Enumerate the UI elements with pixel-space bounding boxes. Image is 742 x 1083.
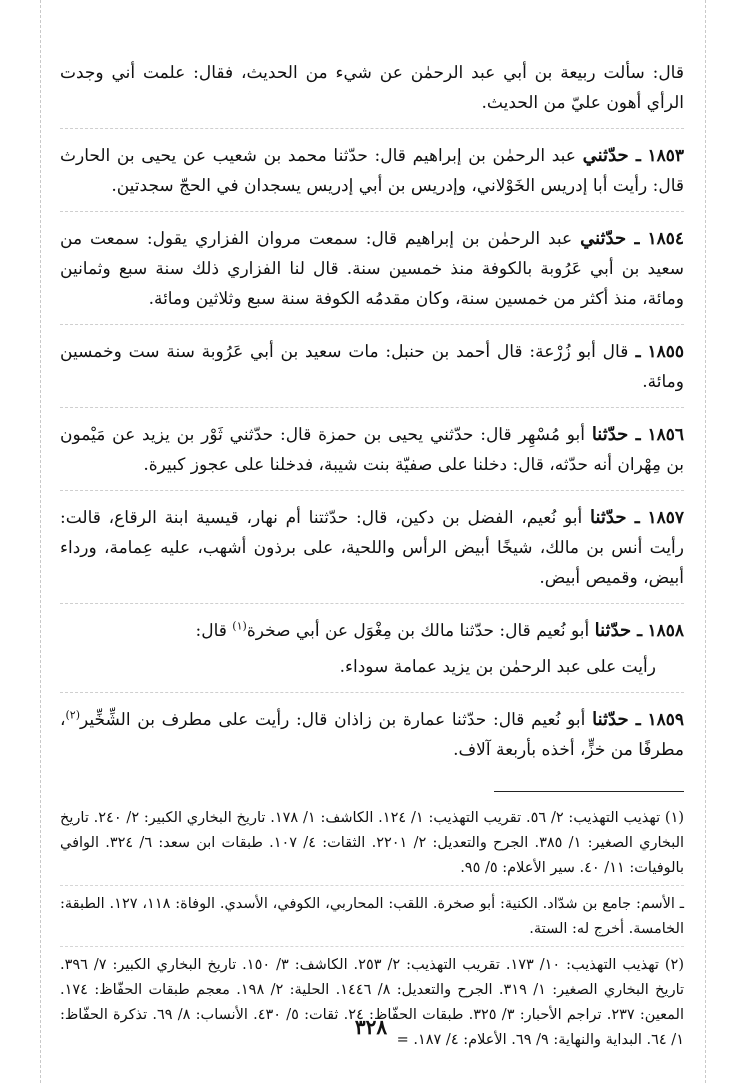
entry-1854: ١٨٥٤ ـ حدّثني عبد الرحمٰن بن إبراهيم قال: سمعت مروان الفزاري يقول: سمعت من سعيد بن أبي عَرُوبة بالكوفة منذ خمسين سنة. قال لنا الفزاري ذلك سنة سبع وثمانين ومائة، منذ أكثر من خمسين سنة، وكان مقدمُه الكوفة سنة سبع وثلاثين ومائة. — [60, 224, 684, 325]
entry-1857: ١٨٥٧ ـ حدّثنا أبو نُعيم، الفضل بن دكين، قال: حدّثتنا أم نهار، قيسية ابنة الرقاع، قالت: رأيت أنس بن مالك، شيخًا أبيض الرأس واللحية، على برذون أشهب، عليه عِمامة، ورداء أبيض، وقميص أبيض. — [60, 503, 684, 604]
left-margin-guide — [40, 0, 41, 1083]
hadith-number: ١٨٥٦ — [647, 425, 685, 445]
hadith-number: ١٨٥٩ — [647, 710, 685, 730]
footnote-2: (٢) تهذيب التهذيب: ١٠/ ١٧٣. تقريب التهذيب: ٢/ ٢٥٣. الكاشف: ٣/ ١٥٠. تاريخ البخاري الكبير: ٧/ ٣٩٦. تاريخ البخاري الصغير: ١/ ٣١٩. الجرح والتعديل: ٨/ ١٤٤٦. الحلية: ٢/ ١٩٨. معجم طبقات الحفّاظ: ١٧٤. المعين: ٢٣٧. تراجم الأحبار: ٣/ ٣٢٥. طبقات الحفّاظ: ٢٤. ثقات: ٥/ ٤٣٠. الأنساب: ٨/ ٦٩. تذكرة الحفّاظ: ١/ ٦٤. البداية والنهاية: ٩/ ٦٩. الأعلام: ٤/ ١٨٧. = — [60, 957, 685, 1048]
footnote-separator — [494, 791, 684, 792]
entry-intro — [60, 58, 684, 129]
entry-quote: رأيت على عبد الرحمٰن بن يزيد عمامة سوداء. — [339, 657, 656, 677]
footnote-1-name: ـ الأسم: جامع بن شدّاد. الكنية: أبو صخرة. اللقب: المحاربي، الكوفي، الأسدي. الوفاة: ١١٨، ١٢٧. الطبقة: الخامسة. أخرج له: الستة. — [60, 892, 684, 947]
page-body — [60, 58, 684, 1063]
entry-text: أبو نُعيم قال: حدّثنا مالك بن مِغْوَل عن أبي صخرة — [246, 621, 590, 641]
footnote-ref-2[interactable]: (٢) — [65, 708, 81, 722]
entry-text: عبد الرحمٰن بن إبراهيم قال: حدّثنا محمد بن شعيب عن يحيى بن الحارث قال: رأيت أبا إدريس الخَوْلاني، وإدريس بن أبي إدريس يسجدان في الحجّ سجدتين. — [60, 146, 684, 196]
hadith-number: ١٨٥٤ — [647, 229, 684, 249]
narration-keyword: حدّثنا — [594, 620, 632, 641]
hadith-number: ١٨٥٥ — [647, 342, 685, 362]
entry-text: عبد الرحمٰن بن إبراهيم قال: سمعت مروان الفزاري يقول: سمعت من سعيد بن أبي عَرُوبة بالكوفة منذ خمسين سنة. قال لنا الفزاري ذلك سنة سبع وثمانين ومائة، منذ أكثر من خمسين سنة، وكان مقدمُه الكوفة سنة سبع وثلاثين ومائة. — [60, 229, 684, 309]
entry-tail: ، مطرفًا من خزٍّ، أخذه بأربعة آلاف. — [60, 710, 684, 760]
entry-text: قال أبو زُرْعة: قال أحمد بن حنبل: مات سعيد بن أبي عَرُوبة سنة ست وخمسين ومائة. — [60, 342, 684, 392]
hadith-number: ١٨٥٧ — [647, 508, 685, 528]
entry-text: أبو مُسْهِر قال: حدّثني يحيى بن حمزة قال: حدّثني ثَوْر بن يزيد عن مَيْمون بن مِهْران أنه حدّثه، قال: دخلنا على صفيّة بنت شيبة، فدخلنا على عجوز كبيرة. — [60, 425, 684, 475]
entry-text: أبو نُعيم، الفضل بن دكين، قال: حدّثتنا أم نهار، قيسية ابنة الرقاع، قالت: رأيت أنس بن مالك، شيخًا أبيض الرأس واللحية، على برذون أشهب، عليه عِمامة، ورداء أبيض، وقميص أبيض. — [60, 508, 684, 588]
right-margin-guide — [705, 0, 706, 1083]
narration-keyword: حدّثنا — [591, 424, 629, 445]
footnote-1: (١) تهذيب التهذيب: ٢/ ٥٦. تقريب التهذيب: ١/ ١٢٤. الكاشف: ١/ ١٧٨. تاريخ البخاري الكبير: ٢/ ٢٤٠. تاريخ البخاري الصغير: ١/ ٣٨٥. الجرح والتعديل: ٢/ ٢٢٠١. الثقات: ٤/ ١٠٧. طبقات ابن سعد: ٦/ ٣٢٤. الوافي بالوفيات: ١١/ ٤٠. سير الأعلام: ٥/ ٩٥. — [60, 806, 684, 886]
hadith-number: ١٨٥٣ — [647, 146, 685, 166]
entry-text: قال: سألت ربيعة بن أبي عبد الرحمٰن عن شيء من الحديث، فقال: علمت أني وجدت الرأي أهون عليّ من الحديث. — [60, 63, 684, 113]
entry-1858: ١٨٥٨ ـ حدّثنا أبو نُعيم قال: حدّثنا مالك بن مِغْوَل عن أبي صخرة$^{(١)}$ قال: رأيت على عبد الرحمٰن بن يزيد عمامة سوداء. — [60, 616, 684, 693]
entry-1853: ١٨٥٣ ـ حدّثني عبد الرحمٰن بن إبراهيم قال: حدّثنا محمد بن شعيب عن يحيى بن الحارث قال: رأيت أبا إدريس الخَوْلاني، وإدريس بن أبي إدريس يسجدان في الحجّ سجدتين. — [60, 141, 684, 212]
page-number: ٣٢٨ — [354, 1015, 388, 1039]
entry-1856: ١٨٥٦ ـ حدّثنا أبو مُسْهِر قال: حدّثني يحيى بن حمزة قال: حدّثني ثَوْر بن يزيد عن مَيْمون بن مِهْران أنه حدّثه، قال: دخلنا على صفيّة بنت شيبة، فدخلنا على عجوز كبيرة. — [60, 420, 684, 491]
narration-keyword: حدّثنا — [592, 709, 629, 730]
footnote-ref-1[interactable]: (١) — [232, 619, 247, 633]
entry-text: أبو نُعيم قال: حدّثنا عمارة بن زاذان قال: رأيت على مطرف بن الشِّخِّير — [80, 710, 586, 730]
entry-1859: ١٨٥٩ ـ حدّثنا أبو نُعيم قال: حدّثنا عمارة بن زاذان قال: رأيت على مطرف بن الشِّخِّير$^{(٢)}$، مطرفًا من خزٍّ، أخذه بأربعة آلاف. — [60, 708, 685, 760]
narration-keyword: حدّثني — [582, 145, 629, 166]
narration-keyword: حدّثني — [580, 228, 627, 249]
narration-keyword: حدّثنا — [589, 507, 627, 528]
entry-tail: قال: — [195, 621, 233, 641]
entry-1855: ١٨٥٥ ـ قال أبو زُرْعة: قال أحمد بن حنبل: مات سعيد بن أبي عَرُوبة سنة ست وخمسين ومائة. — [60, 337, 684, 408]
hadith-number: ١٨٥٨ — [647, 621, 684, 641]
